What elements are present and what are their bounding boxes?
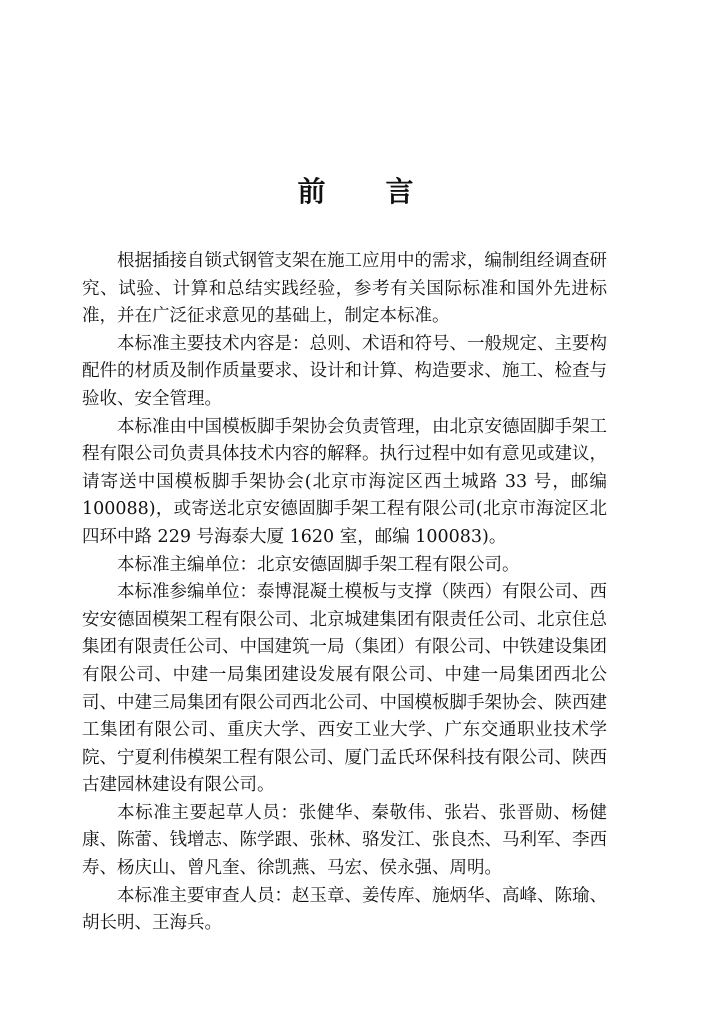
title-char-2: 言 [385, 175, 414, 208]
page-title [0, 172, 711, 212]
paragraph-participating-units: 本标准参编单位：泰博混凝土模板与支撑（陕西）有限公司、西安安德固模架工程有限公司、北京城建集团有限责任公司、北京住总集团有限责任公司、中国建筑一局（集团）有限公司、中铁建设集团有限公司、中建一局集团建设发展有限公司、中建一局集团西北公司、中建三局集团有限公司西北公司、中国模板脚手架协会、陕西建工集团有限公司、重庆大学、西安工业大学、广东交通职业技术学院、宁夏利伟模架工程有限公司、厦门孟氏环保科技有限公司、陕西古建园林建设有限公司。 [82, 582, 607, 796]
preface-body [82, 248, 607, 938]
title-char-1: 前 [297, 175, 326, 208]
paragraph-chief-editor: 本标准主编单位：北京安德固脚手架工程有限公司。 [117, 554, 520, 575]
paragraph-background: 根据插接自锁式钢管支架在施工应用中的需求，编制组经调查研究、试验、计算和总结实践经验，参考有关国际标准和国外先进标准，并在广泛征求意见的基础上，制定本标准。 [82, 251, 607, 327]
paragraph-main-content: 本标准主要技术内容是：总则、术语和符号、一般规定、主要构配件的材质及制作质量要求、设计和计算、构造要求、施工、检查与验收、安全管理。 [82, 333, 607, 409]
paragraph-reviewers: 本标准主要审查人员：赵玉章、姜传库、施炳华、高峰、陈瑜、胡长明、王海兵。 [82, 885, 607, 934]
paragraph-drafters: 本标准主要起草人员：张健华、秦敬伟、张岩、张晋勋、杨健康、陈蕾、钱增志、陈学跟、张林、骆发江、张良杰、马利军、李西寿、杨庆山、曾凡奎、徐凯燕、马宏、侯永强、周明。 [82, 802, 607, 879]
paragraph-management: 本标准由中国模板脚手架协会负责管理，由北京安德固脚手架工程有限公司负责具体技术内容的解释。执行过程中如有意见或建议，请寄送中国模板脚手架协会(北京市海淀区西土城路 33 号，邮编 100088)，或寄送北京安德固脚手架工程有限公司(北京市海淀区北四环中路 229 号海泰大厦 1620 室，邮编 100083)。 [82, 416, 607, 547]
